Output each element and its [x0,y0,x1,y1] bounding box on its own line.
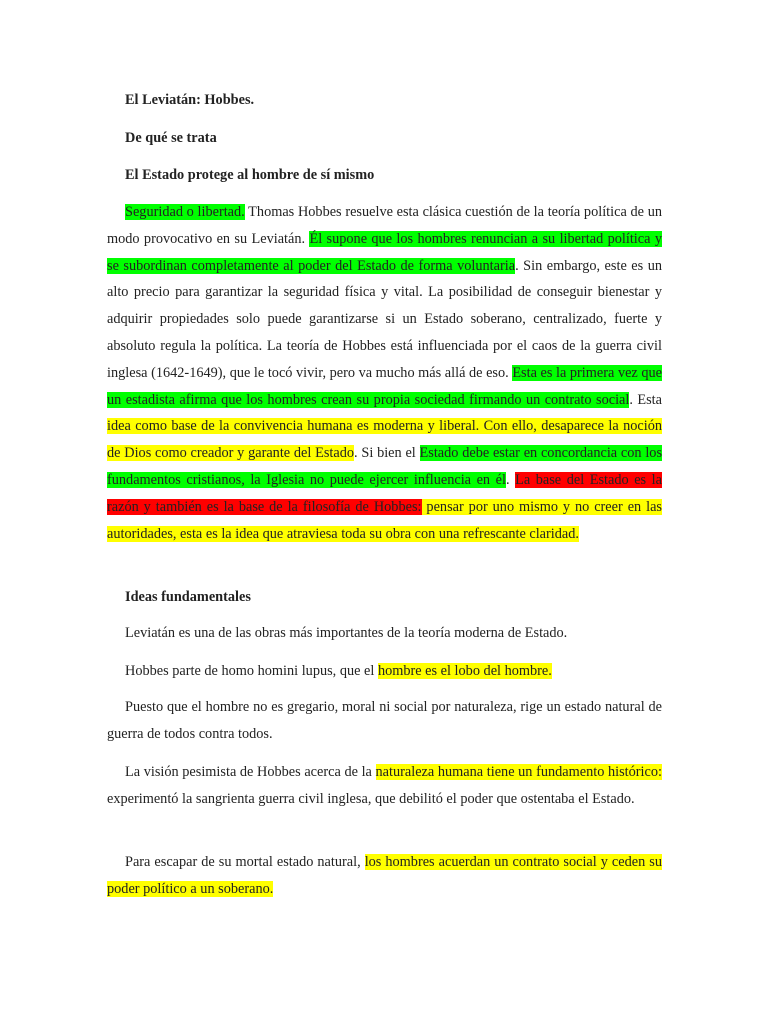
paragraph-contrato-social [107,849,662,903]
text-span: Hobbes parte de homo homini lupus, que el [125,663,378,679]
section-subheading: El Estado protege al hombre de sí mismo [125,167,375,183]
highlight-green: Seguridad o libertad. [125,204,245,220]
paragraph-leviatan: Leviatán es una de las obras más importantes de la teoría moderna de Estado. [125,625,568,641]
highlight-yellow: los hombres acuerdan un contrato social y ceden su poder político a un soberano. [107,854,662,897]
paragraph-vision-pesimista [107,759,662,813]
text-span: Para escapar de su mortal estado natural, [125,854,365,870]
highlight-green: Él supone que los hombres renuncian a su libertad política y se subordinan completamente al poder del Estado de forma voluntaria [107,230,662,274]
highlight-green: Esta es la primera vez que un estadista afirma que los hombres crean su propia sociedad firmando un contrato social [107,364,663,408]
text-span: . Si bien el [354,445,420,462]
highlight-yellow: pensar por uno mismo y no creer en las autoridades, esta es la idea que atraviesa toda su obra con una refrescante claridad. [107,498,662,542]
text-span: . [505,471,516,488]
text-span: La visión pesimista de Hobbes acerca de la [125,764,376,780]
section-heading-de-que-se-trata: De qué se trata [125,130,217,146]
text-span: . Sin embargo, este es un alto precio para garantizar la seguridad física y vital. La posibilidad de conseguir bienestar y adquirir propiedades solo puede garantizarse si un Estado soberano, centralizado, fuerte y absoluto regula la política. La teoría de Hobbes está influenciada por el caos de la guerra civil inglesa (1642-1649), que le tocó vivir, pero va mucho más allá de eso. [107,257,662,381]
highlight-green: Estado debe estar en concordancia con los fundamentos cristianos, la Iglesia no puede ejercer influencia en él [107,445,663,488]
text-span: Thomas Hobbes resuelve esta clásica cuestión de la teoría política de un modo provocativo en su Leviatán. [107,204,662,247]
text-span: . Esta [629,391,662,408]
highlight-red: La base del Estado es la razón y también es la base de la filosofía de Hobbes: [107,471,662,515]
highlight-yellow: idea como base de la convivencia humana es moderna y liberal. Con ello, desaparece la noción de Dios como creador y garante del Estado [107,418,662,462]
paragraph-homo-homini-lupus [107,658,662,685]
document-title: El Leviatán: Hobbes. [125,92,255,108]
section-heading-ideas-fundamentales: Ideas fundamentales [125,589,251,605]
text-span: experimentó la sangrienta guerra civil inglesa, que debilitó el poder que ostentaba el Estado. [107,790,635,807]
paragraph-estado-natural: Puesto que el hombre no es gregario, moral ni social por naturaleza, rige un estado natural de guerra de todos contra todos. [107,699,662,742]
highlight-yellow: naturaleza humana tiene un fundamento histórico: [375,764,662,780]
paragraph-intro [107,199,662,547]
highlight-yellow: hombre es el lobo del hombre. [377,663,552,679]
